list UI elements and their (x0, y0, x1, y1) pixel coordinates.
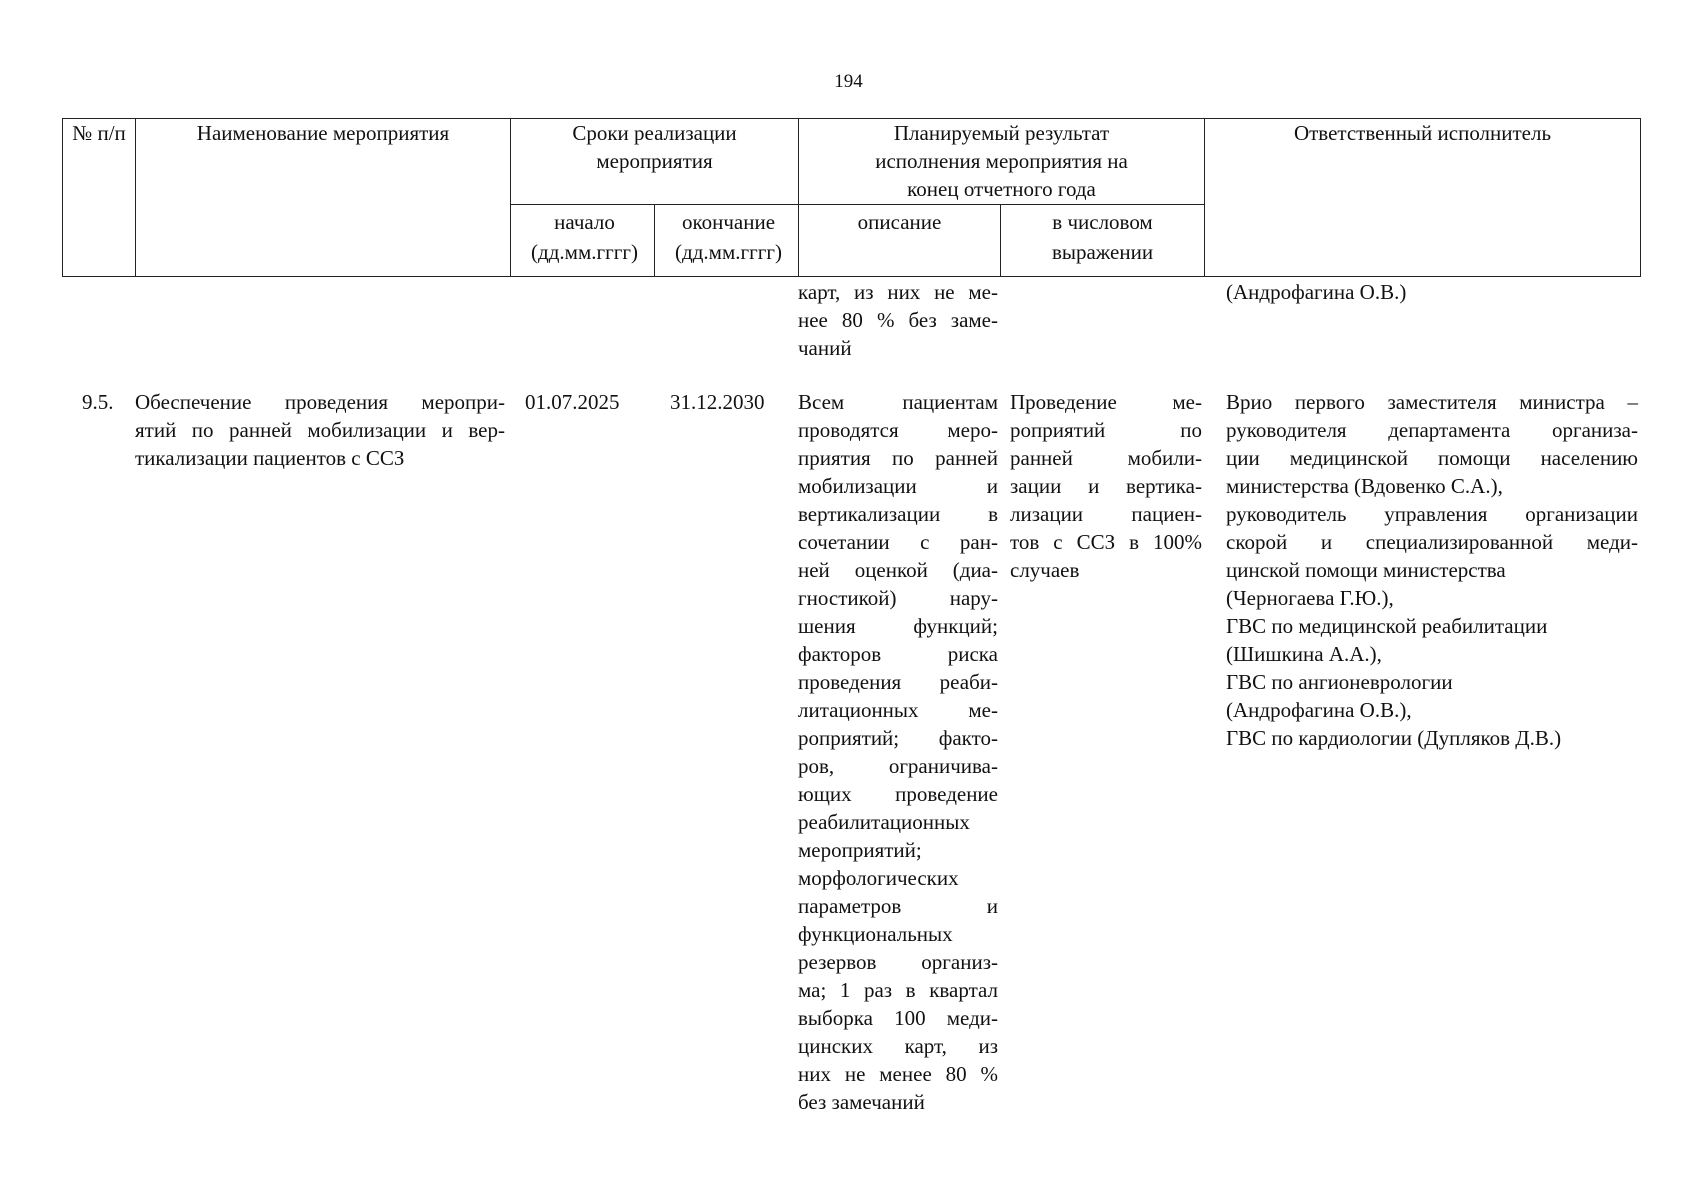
row-name (135, 388, 505, 472)
text-line: нее 80 % без заме- (798, 308, 998, 332)
text-line: 31.12.2030 (670, 390, 765, 414)
text-line: тов с ССЗ в 100% (1010, 530, 1202, 554)
text-line: реабилитационных (798, 810, 970, 834)
text-line: резервов организ- (798, 950, 998, 974)
header-col-description: описание (799, 205, 1001, 277)
text-line: морфологических (798, 866, 959, 890)
text-line: Всем пациентам (798, 390, 998, 414)
text-line: литационных ме- (798, 698, 998, 722)
header-col-start: начало (дд.мм.гггг) (511, 205, 655, 277)
text-line: (Андрофагина О.В.) (1226, 280, 1407, 304)
header-col-responsible: Ответственный исполнитель (1205, 119, 1641, 277)
continuation-responsible (1226, 278, 1636, 306)
text-line: (Черногаева Г.Ю.), (1226, 586, 1394, 610)
text-line: чаний (798, 336, 852, 360)
text-line: факторов риска (798, 642, 998, 666)
text-line: ров, ограничива- (798, 754, 998, 778)
header-col-number: № п/п (63, 119, 136, 277)
text-line: ранней мобили- (1010, 446, 1202, 470)
row-number-text: 9.5. (82, 390, 114, 414)
text-line: (Андрофагина О.В.), (1226, 698, 1412, 722)
text-line: скорой и специализированной меди- (1226, 530, 1638, 554)
text-line: мероприятий; (798, 838, 922, 862)
page-number: 194 (834, 71, 863, 92)
table-header (62, 118, 1641, 277)
row-number (82, 388, 132, 416)
text-line: руководитель управления организации (1226, 502, 1638, 526)
text-line: (Шишкина А.А.), (1226, 642, 1382, 666)
text-line: ции медицинской помощи населению (1226, 446, 1638, 470)
table-body (62, 276, 1640, 1176)
text-line: вертикализации в (798, 502, 998, 526)
row-numeric-result (1010, 388, 1202, 584)
text-line: выборка 100 меди- (798, 1006, 998, 1030)
text-line: параметров и (798, 894, 998, 918)
header-col-terms: Сроки реализации мероприятия (511, 119, 799, 205)
text-line: мобилизации и (798, 474, 998, 498)
text-line: Обеспечение проведения меропри- (135, 390, 505, 414)
text-line: шения функций; (798, 614, 998, 638)
text-line: ма; 1 раз в квартал (798, 978, 998, 1002)
header-col-result: Планируемый результат исполнения мероприятия на конец отчетного года (799, 119, 1205, 205)
text-line: ГВС по кардиологии (Дупляков Д.В.) (1226, 726, 1562, 750)
row-description (798, 388, 998, 1116)
text-line: гностикой) нару- (798, 586, 998, 610)
row-responsible (1226, 388, 1638, 752)
text-line: тикализации пациентов с ССЗ (135, 446, 405, 470)
text-line: приятия по ранней (798, 446, 998, 470)
header-col-name: Наименование мероприятия (136, 119, 511, 277)
text-line: Проведение ме- (1010, 390, 1202, 414)
text-line: цинских карт, из (798, 1034, 998, 1058)
text-line: лизации пациен- (1010, 502, 1202, 526)
text-line: без замечаний (798, 1090, 925, 1114)
text-line: 01.07.2025 (525, 390, 620, 414)
text-line: Врио первого заместителя министра – (1226, 390, 1638, 414)
text-line: министерства (Вдовенко С.А.), (1226, 474, 1503, 498)
text-line: ГВС по ангионеврологии (1226, 670, 1453, 694)
text-line: проведения реаби- (798, 670, 998, 694)
row-end-date (670, 388, 800, 416)
text-line: цинской помощи министерства (1226, 558, 1506, 582)
text-line: случаев (1010, 558, 1080, 582)
text-line: сочетании с ран- (798, 530, 998, 554)
text-line: ющих проведение (798, 782, 998, 806)
text-line: ней оценкой (диа- (798, 558, 998, 582)
text-line: них не менее 80 % (798, 1062, 998, 1086)
text-line: роприятий; факто- (798, 726, 998, 750)
header-col-numeric: в числовом выражении (1001, 205, 1205, 277)
continuation-description (798, 278, 998, 362)
text-line: руководителя департамента организа- (1226, 418, 1638, 442)
row-start-date (525, 388, 655, 416)
text-line: карт, из них не ме- (798, 280, 998, 304)
text-line: ГВС по медицинской реабилитации (1226, 614, 1548, 638)
text-line: проводятся меро- (798, 418, 998, 442)
text-line: роприятий по (1010, 418, 1202, 442)
text-line: ятий по ранней мобилизации и вер- (135, 418, 505, 442)
text-line: функциональных (798, 922, 953, 946)
text-line: зации и вертика- (1010, 474, 1202, 498)
header-col-end: окончание (дд.мм.гггг) (655, 205, 799, 277)
